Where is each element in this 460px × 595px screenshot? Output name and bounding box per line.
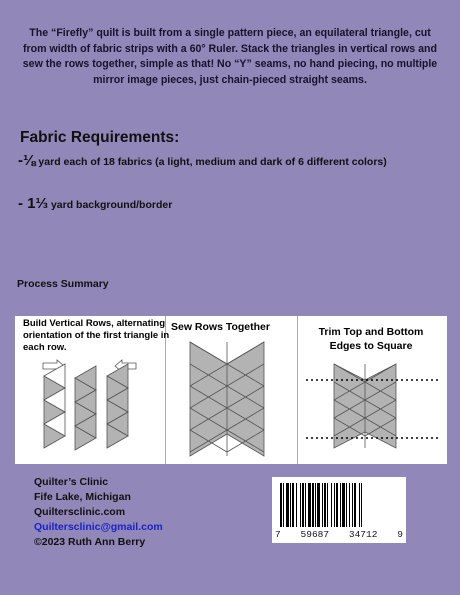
barcode-bar xyxy=(315,483,316,527)
barcode-digit-group: 59687 xyxy=(300,529,330,540)
barcode-bar xyxy=(290,483,291,527)
quilt-process-illustration xyxy=(15,316,447,464)
barcode-bar xyxy=(312,483,314,527)
barcode-bar xyxy=(280,483,282,527)
barcode-digit-group: 34712 xyxy=(348,529,378,540)
barcode-bar xyxy=(334,483,335,527)
publisher-info xyxy=(34,475,163,550)
barcode-bar xyxy=(302,483,304,527)
process-diagram-panel xyxy=(15,316,447,464)
barcode-bar xyxy=(322,483,323,527)
barcode-bar xyxy=(352,483,353,527)
step-caption-build-rows: Build Vertical Rows, alternating orientation of the first triangle in each row. xyxy=(23,318,170,353)
step-caption-trim-edges: Trim Top and Bottom Edges to Square xyxy=(318,326,424,352)
barcode-bar xyxy=(327,483,328,527)
publisher-name: Quilter’s Clinic xyxy=(34,476,109,488)
barcode-bar xyxy=(342,483,345,527)
requirement-amount: ⅛ xyxy=(23,152,36,169)
barcode-bar xyxy=(331,483,332,527)
barcode-bar xyxy=(286,483,289,527)
publisher-location: Fife Lake, Michigan xyxy=(34,491,131,503)
barcode-bar xyxy=(283,483,284,527)
fabric-requirement-item xyxy=(18,196,438,213)
barcode-bar xyxy=(354,483,356,527)
step-caption-sew-rows: Sew Rows Together xyxy=(171,321,270,333)
process-summary-label: Process Summary xyxy=(17,278,109,290)
barcode-bar xyxy=(296,483,297,527)
requirement-text: yard each of 18 fabrics (a light, medium and dark of 6 different colors) xyxy=(35,156,387,168)
sewn-rows-diagram xyxy=(190,342,264,456)
barcode-bar xyxy=(340,483,341,527)
requirement-text: yard background/border xyxy=(48,199,173,211)
barcode-bar xyxy=(346,483,347,527)
fabric-requirement-item xyxy=(18,153,438,170)
requirement-dash: - xyxy=(18,152,23,169)
upc-barcode xyxy=(272,477,406,543)
barcode-bar xyxy=(324,483,326,527)
barcode-digit-group: 9 xyxy=(397,529,403,540)
barcode-bar xyxy=(305,483,306,527)
barcode-bar xyxy=(349,483,350,527)
vertical-rows-diagram xyxy=(43,360,136,450)
fabric-requirements-heading: Fabric Requirements: xyxy=(20,129,180,146)
barcode-digits xyxy=(272,529,406,540)
intro-paragraph: The “Firefly” quilt is built from a single pattern piece, an equilateral triangle, cut from width of fabric strips with a 60° Ruler. Stack the triangles in vertical rows and sew the rows together, simple as that! No “Y” seams, no hand piecing, no multiple mirror image pieces, just chain-pieced straight seams. xyxy=(22,27,438,86)
trimmed-quilt-diagram xyxy=(306,364,439,448)
requirement-dash: - xyxy=(18,195,28,212)
barcode-bar xyxy=(292,483,294,527)
barcode-bar xyxy=(359,483,360,527)
barcode-bar xyxy=(336,483,338,527)
barcode-digit-group: 7 xyxy=(275,529,281,540)
publisher-email-link[interactable]: Quiltersclinic@gmail.com xyxy=(34,521,163,533)
requirement-amount: 1⅓ xyxy=(27,195,49,212)
barcode-bar xyxy=(317,483,320,527)
barcode-bar xyxy=(361,483,362,527)
copyright-notice: ©2023 Ruth Ann Berry xyxy=(34,536,146,548)
publisher-website[interactable]: Quiltersclinic.com xyxy=(34,506,126,518)
barcode-bar xyxy=(308,483,311,527)
barcode-bar xyxy=(300,483,301,527)
